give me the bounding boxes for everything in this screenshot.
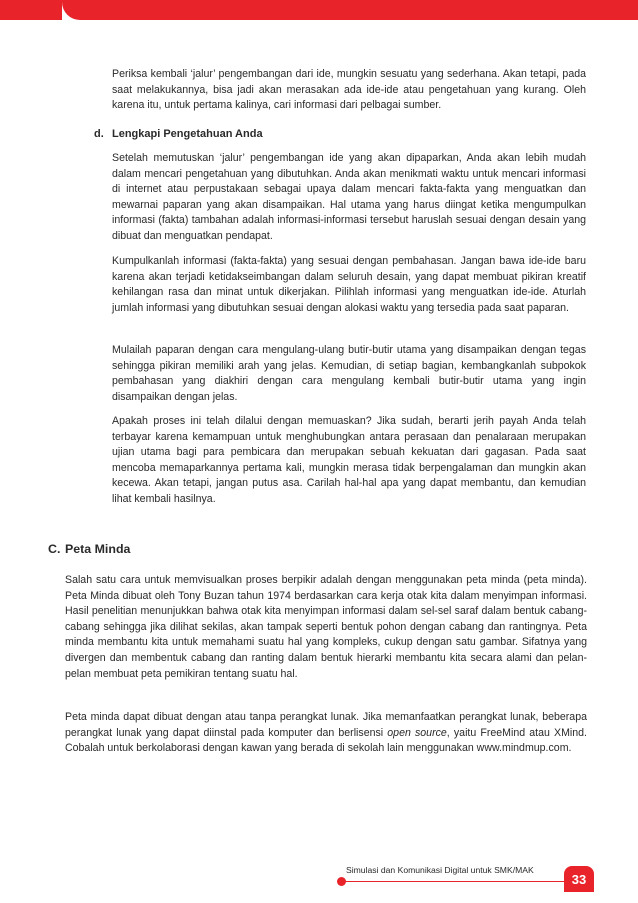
header-bar-left (0, 0, 62, 20)
paragraph-peta-minda-1: Salah satu cara untuk memvisualkan proses berpikir adalah dengan menggunakan peta minda (peta minda). Peta Minda dibuat oleh Tony Buzan tahun 1974 berdasarkan cara kerja otak kita dalam menyimpan informasi. Hasil penelitian menunjukkan bahwa otak kita menyimpan informasi dalam sel-sel saraf dalam bentuk cabang-cabang sehingga jika dilihat sekilas, akan tampak seperti bentuk pohon dengan cabang dan rantingnya. Peta minda membantu kita untuk memahami suatu hal yang kompleks, cukup dengan satu gambar. Sifatnya yang divergen dan membentuk cabang dan ranting dalam bentuk hierarki membantu kita secara alami dan pelan-pelan membuat peta pemikiran tentang suatu hal. (65, 574, 587, 680)
subheading-d (94, 128, 263, 140)
paragraph-mulailah: Mulailah paparan dengan cara mengulang-ulang butir-butir utama yang disampaikan dengan tegas sehingga pikiran memiliki arah yang jelas. Kemudian, di setiap bagian, kembangkanlah subpokok pembahasan yang diakhiri dengan cara mengulang kembali butir-butir utama yang ingin disampaikan dengan jelas. (112, 344, 586, 403)
paragraph-setelah: Setelah memutuskan ‘jalur’ pengembangan ide yang akan dipaparkan, Anda akan lebih mudah dalam mencari pengetahuan yang dibutuhkan. Anda akan menikmati waktu untuk mencari informasi di internet atau perpustakaan sebagai upaya dalam mencari fakta-fakta yang menguatkan dan mewarnai paparan yang akan disampaikan. Hal utama yang harus diingat ketika mengumpulkan informasi (fakta) tambahan adalah informasi-informasi tersebut haruslah sesuai dengan desain yang dibuat dan menguatkan pendapat. (112, 152, 586, 242)
section-c-title: Peta Minda (65, 542, 131, 556)
paragraph-intro: Periksa kembali ‘jalur’ pengembangan dari ide, mungkin sesuatu yang sederhana. Akan tetapi, pada saat melakukannya, bisa jadi akan merasakan ada ide-ide atau pengetahuan yang kurang. Oleh karena itu, untuk pertama kalinya, cari informasi dari pelbagai sumber. (112, 68, 586, 112)
paragraph-apakah: Apakah proses ini telah dilalui dengan memuaskan? Jika sudah, berarti jerih payah Anda telah terbayar karena kemampuan untuk menghubungkan antara perasaan dan penalaraan merupakan ujian utama bagi para pembicara dan merupakan sebuah kekuatan dari gagasan. Pada saat mencoba memaparkannya pertama kali, mungkin merasa tidak berpengalaman dan mungkin akan kecewa. Akan tetapi, jangan putus asa. Carilah hal-hal apa yang dapat membantu, dan kemudian lihat kembali hasilnya. (112, 415, 586, 505)
header-bar-right (62, 0, 638, 20)
section-heading-c (48, 542, 130, 556)
open-source-term: open source (387, 726, 447, 739)
subheading-d-letter: d. (94, 128, 104, 140)
footer-book-title: Simulasi dan Komunikasi Digital untuk SMK/MAK (346, 865, 534, 875)
page-number: 33 (564, 866, 594, 892)
paragraph-peta-minda-2-b: , yaitu FreeMind atau XMind. Cobalah untuk berkolaborasi dengan kawan yang berada di sekolah lain menggunakan www.mindmup.com. (65, 726, 587, 755)
paragraph-kumpulkan: Kumpulkanlah informasi (fakta-fakta) yang sesuai dengan pembahasan. Jangan bawa ide-ide baru karena akan terjadi ketidakseimbangan dalam seluruh desain, yang dapat membuat pikiran kreatif kehilangan rasa dan minat untuk dikerjakan. Pilihlah informasi yang menguatkan ide-ide. Aturlah jumlah informasi yang dibutuhkan sesuai dengan alokasi waktu yang tersedia pada saat paparan. (112, 255, 586, 314)
footer-dot-icon (337, 877, 346, 886)
footer-rule (342, 881, 564, 882)
subheading-d-title: Lengkapi Pengetahuan Anda (112, 128, 263, 140)
paragraph-peta-minda-2-a: Peta minda dapat dibuat dengan atau tanpa perangkat lunak. Jika memanfaatkan perangkat lunak, beberapa perangkat lunak yang dapat diinstal pada komputer dan berlisensi (65, 711, 587, 739)
section-c-letter: C. (48, 542, 61, 556)
paragraph-peta-minda-2 (65, 710, 587, 757)
